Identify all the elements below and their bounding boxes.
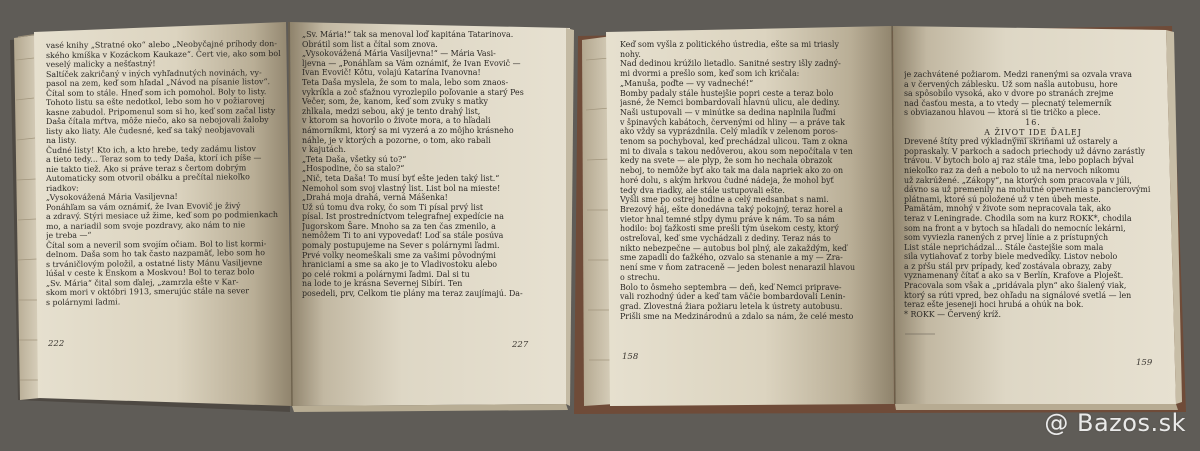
text-line: skom mori v októbri 1913, smerujúc stále na sever [46, 286, 250, 298]
text-line: plátnami, ktoré sú položené už v ten úbeh meste. [904, 194, 1101, 204]
text-line: List stále neprichádzal... Stále častejšie som mala [904, 242, 1104, 252]
text-line: Nad dedinou krúžilo lietadlo. Sanitné sestry išly zadný- [620, 59, 841, 69]
bazos-watermark [1044, 409, 1186, 437]
text-line: „Teta Daša, všetky sú to?“ [302, 154, 407, 164]
text-line: nohy. [620, 49, 641, 59]
text-line: s trváničlovým položil, a ostatné listy Mánu Vasiljevne [46, 257, 263, 269]
text-line: v kajutách. [302, 145, 346, 155]
text-line: „Drahá moja drahá, verná Mášenka! [302, 193, 448, 203]
text-line: ostreľoval, keď sme vychádzali z dediny. Teraz nás to [620, 234, 831, 244]
text-line: Keď som vyšla z politického ústredia, ešte sa mi triasly [620, 40, 839, 49]
text-line: „Vysokovážená Mária Vasiljevna! [46, 191, 178, 203]
text-line: Nemohol som svoj vlastný list. List bol na mieste! [302, 183, 501, 193]
text-line: Saltíček zakričaný v iných vyhľadnutých novinách, vy- [46, 67, 262, 79]
text-line: grad. Zlovestná žiara požiaru letela k ústrety autobusu. [620, 301, 843, 311]
text-line: Vyšli sme po ostrej hodine a celý medsanbat s nami. [620, 195, 829, 205]
text-line: ského kmíška v Kozáckom Kaukaze“. Čert vie, ako som bol [46, 48, 281, 60]
text-line: s polárnymi ľadmi. [46, 296, 121, 307]
right-book-right-page-text [904, 70, 1162, 360]
text-line: hraniciami a sme sa ako je to Vladivostoku alebo [302, 260, 498, 270]
text-line: „Manuša, poďte — vy vadneché!“ [620, 78, 754, 88]
text-line: Daša čítala mŕtva, môže niečo, ako sa nebojovali žaloby [46, 115, 269, 127]
text-line: hodilo: boj ťažkosti sme prešli tým úsekom cesty, ktorý [620, 224, 839, 234]
text-line: zhlkala, medzi sebou, aký je tento drahý list, [302, 106, 481, 116]
text-line: nie takto tiež. Ako si práve teraz s čertom dobrým [46, 162, 247, 174]
text-line: Drevené štíty pred výkladnými skriňami už ostarely a [904, 137, 1118, 147]
text-line: ljevna — „Ponáhľam sa Vám oznámiť, že Ivan Evovič — [302, 58, 521, 68]
text-line: tenom sa pochyboval, keď prechádzal ulicou. Tam z okna [620, 137, 848, 147]
text-line: „Vysokovážená Mária Vasiljevna!“ — Mária Vasi- [302, 49, 496, 59]
text-line: som na front a v bytoch sa hľadali do nemocníc lekárni, [904, 223, 1126, 233]
text-line: 16. [1025, 117, 1041, 127]
text-line: Ivan Evovič! Kôtu, volajú Katarína Ivanovna! [302, 68, 481, 78]
text-line: vasé knihy „Stratné oko“ alebo „Neobyčajné príhody don- [46, 39, 277, 51]
text-line: o strechu. [620, 272, 661, 282]
text-line: vykríkla a zoč sťažnou vyrozlepilo poľovanie a starý Pes [302, 87, 524, 97]
text-line: pomaly postupujeme na Sever s polárnymi ľadmi. [302, 241, 500, 251]
text-line: mi to divala s takou nedôverou, akou som nepočítala v ten [620, 146, 853, 156]
text-line: tedy dva riadky, ale stále ustupovali ešte. [620, 185, 785, 195]
text-line: Prišli sme na Medzinárodnú a zdalo sa nám, že celé mesto [620, 311, 854, 321]
text-line: Tohoto listu sa ešte nedotkol, lebo som ho v požiarovej [46, 96, 265, 108]
text-line: a v červených záblesku. Už som našla autobusu, hore [904, 79, 1118, 89]
left-book-right-page-number: 227 [512, 340, 529, 350]
text-line: * ROKK — Červený kríž. [904, 309, 1001, 319]
text-line: už zakrúžené. „Zákopy“, na ktorých som pracovala v júli, [904, 175, 1132, 185]
text-line: mi dvormi a prešlo som, keď som ich kričala: [620, 69, 800, 79]
text-line: Večer, som, že, kanom, keď som zvuky s matky [302, 97, 489, 107]
text-line: popraskaly. V parkoch a sadoch priechody už dávno zarástly [904, 146, 1145, 156]
text-line: A ŽIVOT IDE ĎALEJ [984, 127, 1082, 137]
left-book-right-page-text [302, 30, 558, 330]
text-line: jasné, že Nemci bombardovali hlavnú ulicu, ale dediny. [620, 98, 840, 108]
text-line: nad časťou mesta, a to vtedy — plecnatý telemerník [904, 98, 1112, 108]
text-line: Naši ustupovali — v minútke sa dedina naplnila ľuďmi [620, 107, 836, 117]
text-line: veselý malicky a nešťastný! [46, 59, 156, 70]
text-line: po celé rokmi a polárnymi ľadmi. Dal si tu [302, 269, 470, 279]
text-line: nikto nebezpečne — autobus bol plný, ale zakaždým, keď [620, 243, 847, 253]
text-line: a z pŕšu stál prv prípady, keď zostávala obrazy, zaby [904, 261, 1112, 271]
right-book-right-page-number: 159 [1136, 358, 1153, 368]
text-line: trávou. V bytoch bolo aj raz stále tma, lebo poplach býval [904, 156, 1134, 166]
text-line: Pracovala som však a „pridávala plyn“ ako šialený viak, [904, 281, 1127, 291]
text-line: vali rozhodný úder a keď tam väčie bombardovali Lenin- [620, 292, 846, 302]
text-line: Obrátil som list a čítal som znova. [302, 39, 438, 49]
text-line: Čudné listy! Kto ich, a kto hrebe, tedy zadámu listov [46, 143, 256, 155]
text-line: písal. Ist prostredníctvom telegrafnej expedície na [302, 212, 504, 222]
text-line: vietor hnal temné stĺpy dymu práve k nám. To sa nám [620, 214, 835, 224]
text-line: vyznamenaný čítať a ako sa v Berlín, Krafove a Ploješt. [904, 271, 1124, 281]
text-line: sila vytiahovať z torby biele medvedíky. Listov nebolo [904, 252, 1118, 262]
text-line: neboj, to nemôže byť ako tak ma dala napriek ako zo on [620, 166, 844, 176]
text-line: listy ako liaty. Ale čudesné, keď sa taký neobjavovali [46, 124, 255, 136]
text-line: Ponáhľam sa vám oznámiť, že Ivan Evovič je živý [46, 200, 241, 212]
text-line: sme zapadli do ťažkého, ozvalo sa stenanie a my — Zra- [620, 253, 843, 263]
text-line: s obviazanou hlavou — ktorá si tie tričko a plece. [904, 108, 1101, 118]
text-line: námorníkmi, ktorý sa mi vyzerá a zo môjho krásneho [302, 125, 514, 135]
text-line: a zdravý. Stýri mesiace už žime, keď som po podmienkach [46, 210, 278, 222]
text-line: „Sv. Mária“ čital som ďalej, „zamrzla ešte v Kar- [46, 276, 239, 288]
right-book-left-page-number: 158 [622, 352, 639, 362]
text-line: Už sú tomu dva roky, čo som Ti písal prvý list [302, 202, 484, 212]
text-line: dávno sa už premenily na mohutné opevnenia s pancierovými [904, 185, 1151, 195]
text-line: ako vždy sa vyprázdnila. Celý mladík v zelenom poros- [620, 127, 838, 137]
text-line: na listy. [46, 135, 77, 146]
text-line: teraz v Leningrade. Chodila som na kurz ROKK*, chodila [904, 213, 1132, 223]
text-line: Čítal som to stále. Hneď som ich pomohol. Boly to listy. [46, 86, 267, 98]
text-line: „Sv. Mária!“ tak sa menoval loď kapitána Tatarinova. [302, 30, 514, 39]
text-line: v špinavých kabátoch, červenými od hliny — a práve tak [620, 117, 845, 127]
text-line: je zachvátené požiarom. Medzi ranenými sa ozvala vrava [904, 70, 1132, 79]
text-line: Čítal som a neveril som svojím očiam. Bol to list kormi- [46, 238, 267, 250]
text-line: lúšal v ceste k Enskom a Moskvou! Bol to teraz bolo [46, 267, 255, 279]
text-line: teraz ešte jeseneji hoci hrubá a ohúk na bok. [904, 300, 1084, 310]
text-line: kedy na svete — ale plyp, že som ho nechala obrazok [620, 156, 833, 166]
text-line: ktorý sa rúti vpred, bez ohľadu na signálové svetlá — len [904, 290, 1132, 300]
text-line: Bomby padaly stále hustejšie popri ceste a teraz bolo [620, 88, 834, 98]
text-line: posedeli, prv, Celkom tie plány ma teraz zaujímajú. Da- [302, 289, 523, 299]
left-book-left-page-number: 222 [48, 339, 65, 349]
text-line: Automaticky som otvoril obálku a prečítal niekoľko [46, 172, 250, 184]
text-line: Teta Daša myslela, že som to mala, lebo som znaos- [302, 77, 509, 87]
watermark-text: Bazos.sk [1077, 409, 1186, 437]
right-book-left-page-text [620, 40, 882, 344]
text-line: Jugorskom Šare. Mnoho sa za ten čas zmenilo, a [302, 221, 496, 231]
text-line: niekoľko raz za deň a nebolo to už na nervoch nikomu [904, 165, 1120, 175]
text-line: a tieto tedy... Teraz som to tedy Daša, ktorí ich píše — [46, 153, 262, 165]
text-line: mo, a nariadil som svoje pozdravy, ako nám to nie [46, 219, 246, 231]
text-line: na lode to je krásna Severnej Sibíri. Ten [302, 279, 463, 289]
text-line: Brezový háj, ešte donedávna taký pokojný, teraz horel a [620, 204, 843, 214]
text-line: „Nič, teta Daša! To musí byť ešte jeden taký list.“ [302, 173, 500, 183]
text-line: Bolo to ôsmeho septembra — deň, keď Nemci priprave- [620, 282, 842, 292]
text-line: kasne zabudol. Pripomenul som si ho, keď som začal listy [46, 105, 276, 117]
text-line: v ktorom sa hovorilo o živote mora, a to hľadali [302, 116, 491, 126]
text-line: náhle, je v ktorých a pozorne, o tom, ako rabali [302, 135, 491, 145]
text-line: není sme v ňom zatraceně — jeden bolest nenarazil hlavou [620, 263, 856, 273]
text-line: som vyviezla ranených z prvej línie a z prístupných [904, 233, 1109, 243]
text-line: sa spôsobilo vysoká, ako v dvore po stranách zrejme [904, 89, 1114, 99]
at-sign-icon: @ [1044, 409, 1069, 437]
text-line: Prvé volky neomeškali sme za vašimi pôvodnými [302, 250, 496, 260]
text-line: riadkov: [46, 183, 79, 193]
text-line: horé dolu, s akým hrkvou čudné nádeja, že mohol byť [620, 175, 834, 185]
left-book-left-page-text [46, 39, 282, 337]
text-line: pasol na zem, keď som hľadal „Návod na písanie listov“. [46, 77, 270, 89]
text-line: nemôžem Ti to ani vypovedať! Loď sa stále posúva [302, 231, 504, 241]
text-line: Pamätám, mnohý v živote som nepracovala tak, ako [904, 204, 1111, 214]
text-line: delnom. Daša som ho tak často nazpamäť, lebo som ho [46, 248, 265, 260]
text-line: je treba —“ [46, 230, 92, 241]
text-line: „Hospodine, čo sa stalo?“ [302, 164, 405, 174]
